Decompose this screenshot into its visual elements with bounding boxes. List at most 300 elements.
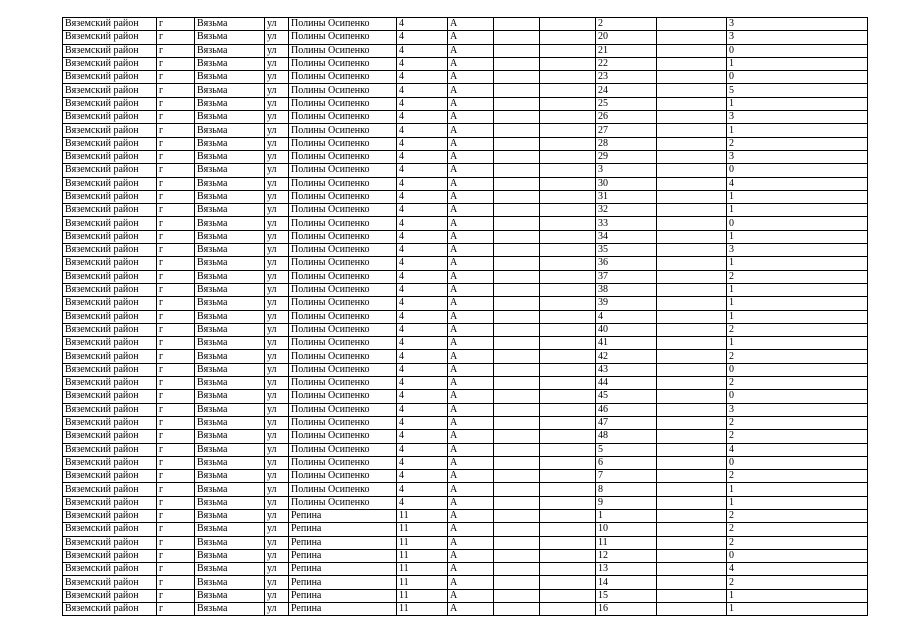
count-cell: 1 — [727, 483, 868, 496]
locality-cell: Вязьма — [195, 84, 265, 97]
locality-cell: Вязьма — [195, 363, 265, 376]
street-type-cell: ул — [265, 350, 289, 363]
table-row — [63, 443, 868, 456]
apartment-cell: 8 — [596, 483, 657, 496]
locality-type-cell: г — [157, 416, 195, 429]
table-row — [63, 44, 868, 57]
block-cell — [540, 456, 596, 469]
letter-cell: А — [448, 523, 494, 536]
street-type-cell: ул — [265, 270, 289, 283]
apartment-cell: 11 — [596, 536, 657, 549]
locality-cell: Вязьма — [195, 483, 265, 496]
count-cell: 0 — [727, 363, 868, 376]
house-cell: 4 — [397, 363, 448, 376]
letter-cell: А — [448, 496, 494, 509]
apartment-cell: 31 — [596, 190, 657, 203]
extra-cell — [657, 150, 727, 163]
count-cell: 3 — [727, 244, 868, 257]
extra-cell — [657, 44, 727, 57]
table-row — [63, 390, 868, 403]
locality-cell: Вязьма — [195, 430, 265, 443]
district-cell: Вяземский район — [63, 137, 157, 150]
letter-cell: А — [448, 390, 494, 403]
street-type-cell: ул — [265, 536, 289, 549]
building-cell — [494, 563, 540, 576]
district-cell: Вяземский район — [63, 204, 157, 217]
house-cell: 4 — [397, 377, 448, 390]
apartment-cell: 29 — [596, 150, 657, 163]
table-row — [63, 310, 868, 323]
street-type-cell: ул — [265, 456, 289, 469]
street-cell: Полины Осипенко — [289, 430, 397, 443]
street-type-cell: ул — [265, 230, 289, 243]
house-cell: 4 — [397, 456, 448, 469]
locality-type-cell: г — [157, 563, 195, 576]
locality-type-cell: г — [157, 536, 195, 549]
apartment-cell: 22 — [596, 57, 657, 70]
locality-type-cell: г — [157, 111, 195, 124]
apartment-cell: 48 — [596, 430, 657, 443]
building-cell — [494, 244, 540, 257]
district-cell: Вяземский район — [63, 164, 157, 177]
count-cell: 3 — [727, 111, 868, 124]
street-cell: Полины Осипенко — [289, 204, 397, 217]
locality-type-cell: г — [157, 576, 195, 589]
table-row — [63, 430, 868, 443]
extra-cell — [657, 283, 727, 296]
block-cell — [540, 71, 596, 84]
table-row — [63, 496, 868, 509]
street-type-cell: ул — [265, 177, 289, 190]
letter-cell: А — [448, 337, 494, 350]
apartment-cell: 21 — [596, 44, 657, 57]
street-type-cell: ул — [265, 164, 289, 177]
letter-cell: А — [448, 283, 494, 296]
street-type-cell: ул — [265, 190, 289, 203]
building-cell — [494, 310, 540, 323]
count-cell: 1 — [727, 337, 868, 350]
house-cell: 11 — [397, 523, 448, 536]
count-cell: 4 — [727, 443, 868, 456]
locality-type-cell: г — [157, 297, 195, 310]
count-cell: 2 — [727, 137, 868, 150]
locality-cell: Вязьма — [195, 576, 265, 589]
letter-cell: А — [448, 84, 494, 97]
table-row — [63, 603, 868, 616]
extra-cell — [657, 589, 727, 602]
count-cell: 1 — [727, 204, 868, 217]
locality-cell: Вязьма — [195, 310, 265, 323]
locality-cell: Вязьма — [195, 456, 265, 469]
street-type-cell: ул — [265, 523, 289, 536]
street-cell: Репина — [289, 589, 397, 602]
table-row — [63, 137, 868, 150]
extra-cell — [657, 270, 727, 283]
extra-cell — [657, 297, 727, 310]
street-cell: Полины Осипенко — [289, 496, 397, 509]
street-type-cell: ул — [265, 509, 289, 522]
street-cell: Полины Осипенко — [289, 443, 397, 456]
street-type-cell: ул — [265, 111, 289, 124]
apartment-cell: 20 — [596, 31, 657, 44]
letter-cell: А — [448, 549, 494, 562]
table-row — [63, 563, 868, 576]
locality-cell: Вязьма — [195, 377, 265, 390]
house-cell: 4 — [397, 57, 448, 70]
letter-cell: А — [448, 257, 494, 270]
street-cell: Репина — [289, 549, 397, 562]
street-type-cell: ул — [265, 257, 289, 270]
apartment-cell: 46 — [596, 403, 657, 416]
street-cell: Полины Осипенко — [289, 270, 397, 283]
letter-cell: А — [448, 31, 494, 44]
street-type-cell: ул — [265, 496, 289, 509]
locality-type-cell: г — [157, 603, 195, 616]
building-cell — [494, 137, 540, 150]
letter-cell: А — [448, 536, 494, 549]
street-type-cell: ул — [265, 150, 289, 163]
street-cell: Полины Осипенко — [289, 111, 397, 124]
house-cell: 4 — [397, 416, 448, 429]
street-cell: Полины Осипенко — [289, 310, 397, 323]
street-cell: Полины Осипенко — [289, 283, 397, 296]
apartment-cell: 33 — [596, 217, 657, 230]
house-cell: 4 — [397, 283, 448, 296]
table-row — [63, 164, 868, 177]
house-cell: 11 — [397, 603, 448, 616]
extra-cell — [657, 164, 727, 177]
locality-cell: Вязьма — [195, 536, 265, 549]
street-type-cell: ул — [265, 44, 289, 57]
street-type-cell: ул — [265, 603, 289, 616]
street-type-cell: ул — [265, 443, 289, 456]
house-cell: 4 — [397, 337, 448, 350]
district-cell: Вяземский район — [63, 483, 157, 496]
letter-cell: А — [448, 323, 494, 336]
extra-cell — [657, 390, 727, 403]
street-type-cell: ул — [265, 283, 289, 296]
block-cell — [540, 523, 596, 536]
block-cell — [540, 84, 596, 97]
locality-type-cell: г — [157, 523, 195, 536]
table-row — [63, 190, 868, 203]
building-cell — [494, 390, 540, 403]
locality-cell: Вязьма — [195, 390, 265, 403]
street-type-cell: ул — [265, 337, 289, 350]
building-cell — [494, 204, 540, 217]
locality-type-cell: г — [157, 18, 195, 31]
building-cell — [494, 496, 540, 509]
building-cell — [494, 297, 540, 310]
street-cell: Полины Осипенко — [289, 84, 397, 97]
table-row — [63, 71, 868, 84]
locality-cell: Вязьма — [195, 190, 265, 203]
block-cell — [540, 403, 596, 416]
block-cell — [540, 377, 596, 390]
district-cell: Вяземский район — [63, 310, 157, 323]
district-cell: Вяземский район — [63, 230, 157, 243]
locality-type-cell: г — [157, 204, 195, 217]
building-cell — [494, 363, 540, 376]
street-type-cell: ул — [265, 57, 289, 70]
locality-type-cell: г — [157, 549, 195, 562]
apartment-cell: 9 — [596, 496, 657, 509]
table-row — [63, 297, 868, 310]
street-cell: Полины Осипенко — [289, 363, 397, 376]
locality-cell: Вязьма — [195, 124, 265, 137]
letter-cell: А — [448, 230, 494, 243]
table-row — [63, 456, 868, 469]
count-cell: 4 — [727, 563, 868, 576]
count-cell: 1 — [727, 190, 868, 203]
house-cell: 4 — [397, 443, 448, 456]
district-cell: Вяземский район — [63, 150, 157, 163]
locality-cell: Вязьма — [195, 150, 265, 163]
district-cell: Вяземский район — [63, 337, 157, 350]
street-type-cell: ул — [265, 576, 289, 589]
house-cell: 11 — [397, 563, 448, 576]
locality-type-cell: г — [157, 97, 195, 110]
locality-type-cell: г — [157, 403, 195, 416]
apartment-cell: 27 — [596, 124, 657, 137]
letter-cell: А — [448, 403, 494, 416]
building-cell — [494, 536, 540, 549]
block-cell — [540, 204, 596, 217]
block-cell — [540, 297, 596, 310]
district-cell: Вяземский район — [63, 257, 157, 270]
street-type-cell: ул — [265, 217, 289, 230]
building-cell — [494, 589, 540, 602]
table-row — [63, 230, 868, 243]
street-type-cell: ул — [265, 71, 289, 84]
district-cell: Вяземский район — [63, 31, 157, 44]
locality-type-cell: г — [157, 470, 195, 483]
block-cell — [540, 270, 596, 283]
count-cell: 2 — [727, 350, 868, 363]
street-type-cell: ул — [265, 430, 289, 443]
locality-cell: Вязьма — [195, 137, 265, 150]
block-cell — [540, 217, 596, 230]
extra-cell — [657, 204, 727, 217]
block-cell — [540, 177, 596, 190]
locality-type-cell: г — [157, 150, 195, 163]
extra-cell — [657, 377, 727, 390]
house-cell: 4 — [397, 390, 448, 403]
extra-cell — [657, 443, 727, 456]
letter-cell: А — [448, 310, 494, 323]
extra-cell — [657, 483, 727, 496]
street-type-cell: ул — [265, 124, 289, 137]
street-cell: Полины Осипенко — [289, 403, 397, 416]
letter-cell: А — [448, 137, 494, 150]
house-cell: 4 — [397, 244, 448, 257]
street-cell: Полины Осипенко — [289, 18, 397, 31]
street-cell: Репина — [289, 536, 397, 549]
extra-cell — [657, 416, 727, 429]
extra-cell — [657, 18, 727, 31]
district-cell: Вяземский район — [63, 563, 157, 576]
district-cell: Вяземский район — [63, 430, 157, 443]
house-cell: 4 — [397, 297, 448, 310]
locality-cell: Вязьма — [195, 244, 265, 257]
locality-type-cell: г — [157, 57, 195, 70]
building-cell — [494, 111, 540, 124]
locality-cell: Вязьма — [195, 44, 265, 57]
count-cell: 1 — [727, 57, 868, 70]
locality-cell: Вязьма — [195, 71, 265, 84]
house-cell: 11 — [397, 536, 448, 549]
apartment-cell: 15 — [596, 589, 657, 602]
building-cell — [494, 470, 540, 483]
building-cell — [494, 323, 540, 336]
building-cell — [494, 31, 540, 44]
locality-cell: Вязьма — [195, 111, 265, 124]
extra-cell — [657, 190, 727, 203]
locality-cell: Вязьма — [195, 549, 265, 562]
apartment-cell: 6 — [596, 456, 657, 469]
building-cell — [494, 483, 540, 496]
street-cell: Полины Осипенко — [289, 97, 397, 110]
count-cell: 1 — [727, 310, 868, 323]
block-cell — [540, 137, 596, 150]
street-type-cell: ул — [265, 244, 289, 257]
street-type-cell: ул — [265, 549, 289, 562]
locality-cell: Вязьма — [195, 283, 265, 296]
locality-type-cell: г — [157, 270, 195, 283]
street-type-cell: ул — [265, 363, 289, 376]
building-cell — [494, 283, 540, 296]
count-cell: 0 — [727, 44, 868, 57]
house-cell: 4 — [397, 18, 448, 31]
locality-type-cell: г — [157, 443, 195, 456]
building-cell — [494, 124, 540, 137]
building-cell — [494, 164, 540, 177]
table-body — [63, 18, 868, 616]
building-cell — [494, 443, 540, 456]
block-cell — [540, 257, 596, 270]
street-type-cell: ул — [265, 377, 289, 390]
locality-cell: Вязьма — [195, 603, 265, 616]
address-table — [62, 17, 868, 616]
extra-cell — [657, 403, 727, 416]
district-cell: Вяземский район — [63, 190, 157, 203]
house-cell: 4 — [397, 84, 448, 97]
district-cell: Вяземский район — [63, 97, 157, 110]
street-cell: Репина — [289, 509, 397, 522]
count-cell: 1 — [727, 603, 868, 616]
apartment-cell: 10 — [596, 523, 657, 536]
district-cell: Вяземский район — [63, 84, 157, 97]
locality-cell: Вязьма — [195, 470, 265, 483]
extra-cell — [657, 430, 727, 443]
district-cell: Вяземский район — [63, 603, 157, 616]
district-cell: Вяземский район — [63, 536, 157, 549]
count-cell: 1 — [727, 97, 868, 110]
extra-cell — [657, 603, 727, 616]
street-cell: Полины Осипенко — [289, 230, 397, 243]
count-cell: 3 — [727, 31, 868, 44]
letter-cell: А — [448, 217, 494, 230]
locality-type-cell: г — [157, 124, 195, 137]
locality-type-cell: г — [157, 483, 195, 496]
apartment-cell: 37 — [596, 270, 657, 283]
table-row — [63, 403, 868, 416]
house-cell: 4 — [397, 403, 448, 416]
house-cell: 4 — [397, 483, 448, 496]
table-row — [63, 509, 868, 522]
letter-cell: А — [448, 603, 494, 616]
building-cell — [494, 603, 540, 616]
apartment-cell: 45 — [596, 390, 657, 403]
table-row — [63, 337, 868, 350]
count-cell: 0 — [727, 390, 868, 403]
street-cell: Полины Осипенко — [289, 456, 397, 469]
letter-cell: А — [448, 97, 494, 110]
block-cell — [540, 310, 596, 323]
letter-cell: А — [448, 576, 494, 589]
table-row — [63, 549, 868, 562]
apartment-cell: 7 — [596, 470, 657, 483]
block-cell — [540, 337, 596, 350]
table-row — [63, 377, 868, 390]
building-cell — [494, 416, 540, 429]
count-cell: 2 — [727, 576, 868, 589]
locality-type-cell: г — [157, 71, 195, 84]
block-cell — [540, 549, 596, 562]
locality-type-cell: г — [157, 283, 195, 296]
letter-cell: А — [448, 71, 494, 84]
building-cell — [494, 71, 540, 84]
count-cell: 0 — [727, 217, 868, 230]
apartment-cell: 14 — [596, 576, 657, 589]
table-row — [63, 31, 868, 44]
street-cell: Полины Осипенко — [289, 164, 397, 177]
apartment-cell: 25 — [596, 97, 657, 110]
street-cell: Полины Осипенко — [289, 57, 397, 70]
house-cell: 4 — [397, 257, 448, 270]
count-cell: 2 — [727, 416, 868, 429]
count-cell: 0 — [727, 71, 868, 84]
apartment-cell: 16 — [596, 603, 657, 616]
apartment-cell: 30 — [596, 177, 657, 190]
block-cell — [540, 230, 596, 243]
letter-cell: А — [448, 177, 494, 190]
locality-cell: Вязьма — [195, 257, 265, 270]
block-cell — [540, 509, 596, 522]
apartment-cell: 34 — [596, 230, 657, 243]
extra-cell — [657, 549, 727, 562]
house-cell: 4 — [397, 350, 448, 363]
street-cell: Репина — [289, 603, 397, 616]
locality-type-cell: г — [157, 137, 195, 150]
street-cell: Полины Осипенко — [289, 137, 397, 150]
building-cell — [494, 217, 540, 230]
house-cell: 4 — [397, 177, 448, 190]
letter-cell: А — [448, 111, 494, 124]
table-row — [63, 257, 868, 270]
building-cell — [494, 190, 540, 203]
count-cell: 2 — [727, 470, 868, 483]
letter-cell: А — [448, 350, 494, 363]
block-cell — [540, 483, 596, 496]
locality-cell: Вязьма — [195, 323, 265, 336]
house-cell: 11 — [397, 576, 448, 589]
street-type-cell: ул — [265, 18, 289, 31]
street-cell: Полины Осипенко — [289, 31, 397, 44]
apartment-cell: 3 — [596, 164, 657, 177]
count-cell: 0 — [727, 164, 868, 177]
street-cell: Полины Осипенко — [289, 337, 397, 350]
